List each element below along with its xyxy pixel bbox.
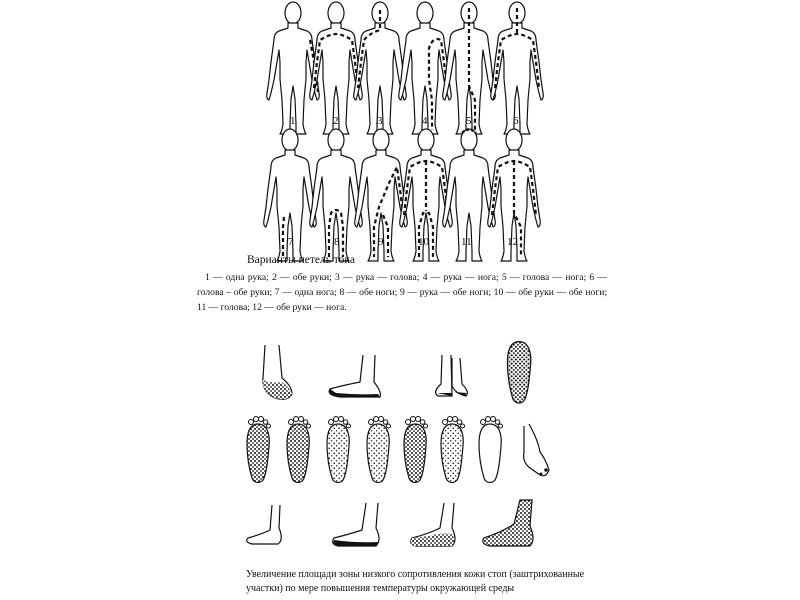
figure-label-11: 11 bbox=[461, 236, 472, 248]
foot-side-bottom-3 bbox=[411, 503, 455, 546]
foot-sole-7 bbox=[479, 417, 503, 483]
figure1-title: Варианты петель тока bbox=[247, 254, 355, 266]
foot-raised-side bbox=[524, 424, 549, 476]
figure-label-2: 2 bbox=[333, 115, 339, 127]
foot-side-sole-edge bbox=[329, 355, 380, 397]
foot-sole-fully-shaded-top bbox=[507, 342, 530, 403]
foot-side-bottom-4-shaded bbox=[483, 500, 533, 546]
figure-label-12: 12 bbox=[507, 236, 518, 248]
figure-label-7: 7 bbox=[288, 236, 294, 248]
foot-sole-1 bbox=[247, 417, 271, 483]
figure-label-9: 9 bbox=[378, 236, 384, 248]
figure1-caption: 1 — одна рука; 2 — обе руки; 3 — рука — голова; 4 — рука — нога; 5 — голова — нога; 6 — голова – обе руки; 7 — одна нога; 8 — обе ноги; 9 — рука — обе ноги; 10 — обе руки — обе ноги; 11 — голова; 12 — обе руки — нога. bbox=[197, 272, 607, 313]
foot-side-toe-shaded bbox=[263, 345, 292, 399]
figure-label-10: 10 bbox=[418, 236, 429, 248]
figure-label-5: 5 bbox=[466, 115, 472, 127]
figure-label-3: 3 bbox=[377, 115, 383, 127]
foot-sole-4 bbox=[367, 417, 391, 483]
figure-label-1: 1 bbox=[290, 115, 296, 127]
foot-side-bottom-2 bbox=[333, 503, 379, 546]
foot-sole-5 bbox=[404, 417, 428, 483]
figure-label-8: 8 bbox=[334, 236, 340, 248]
foot-side-bottom-1 bbox=[247, 505, 282, 544]
foot-sole-3 bbox=[327, 417, 351, 483]
figure-label-4: 4 bbox=[422, 115, 428, 127]
foot-sole-6 bbox=[441, 417, 465, 483]
figure-label-6: 6 bbox=[513, 115, 519, 127]
foot-sole-2 bbox=[287, 417, 311, 483]
figure2-caption: Увеличение площади зоны низкого сопротивления кожи стоп (заштрихованные участки) по мере повышения температуры окружающей среды bbox=[246, 569, 585, 594]
foot-standing-pair bbox=[436, 355, 468, 396]
